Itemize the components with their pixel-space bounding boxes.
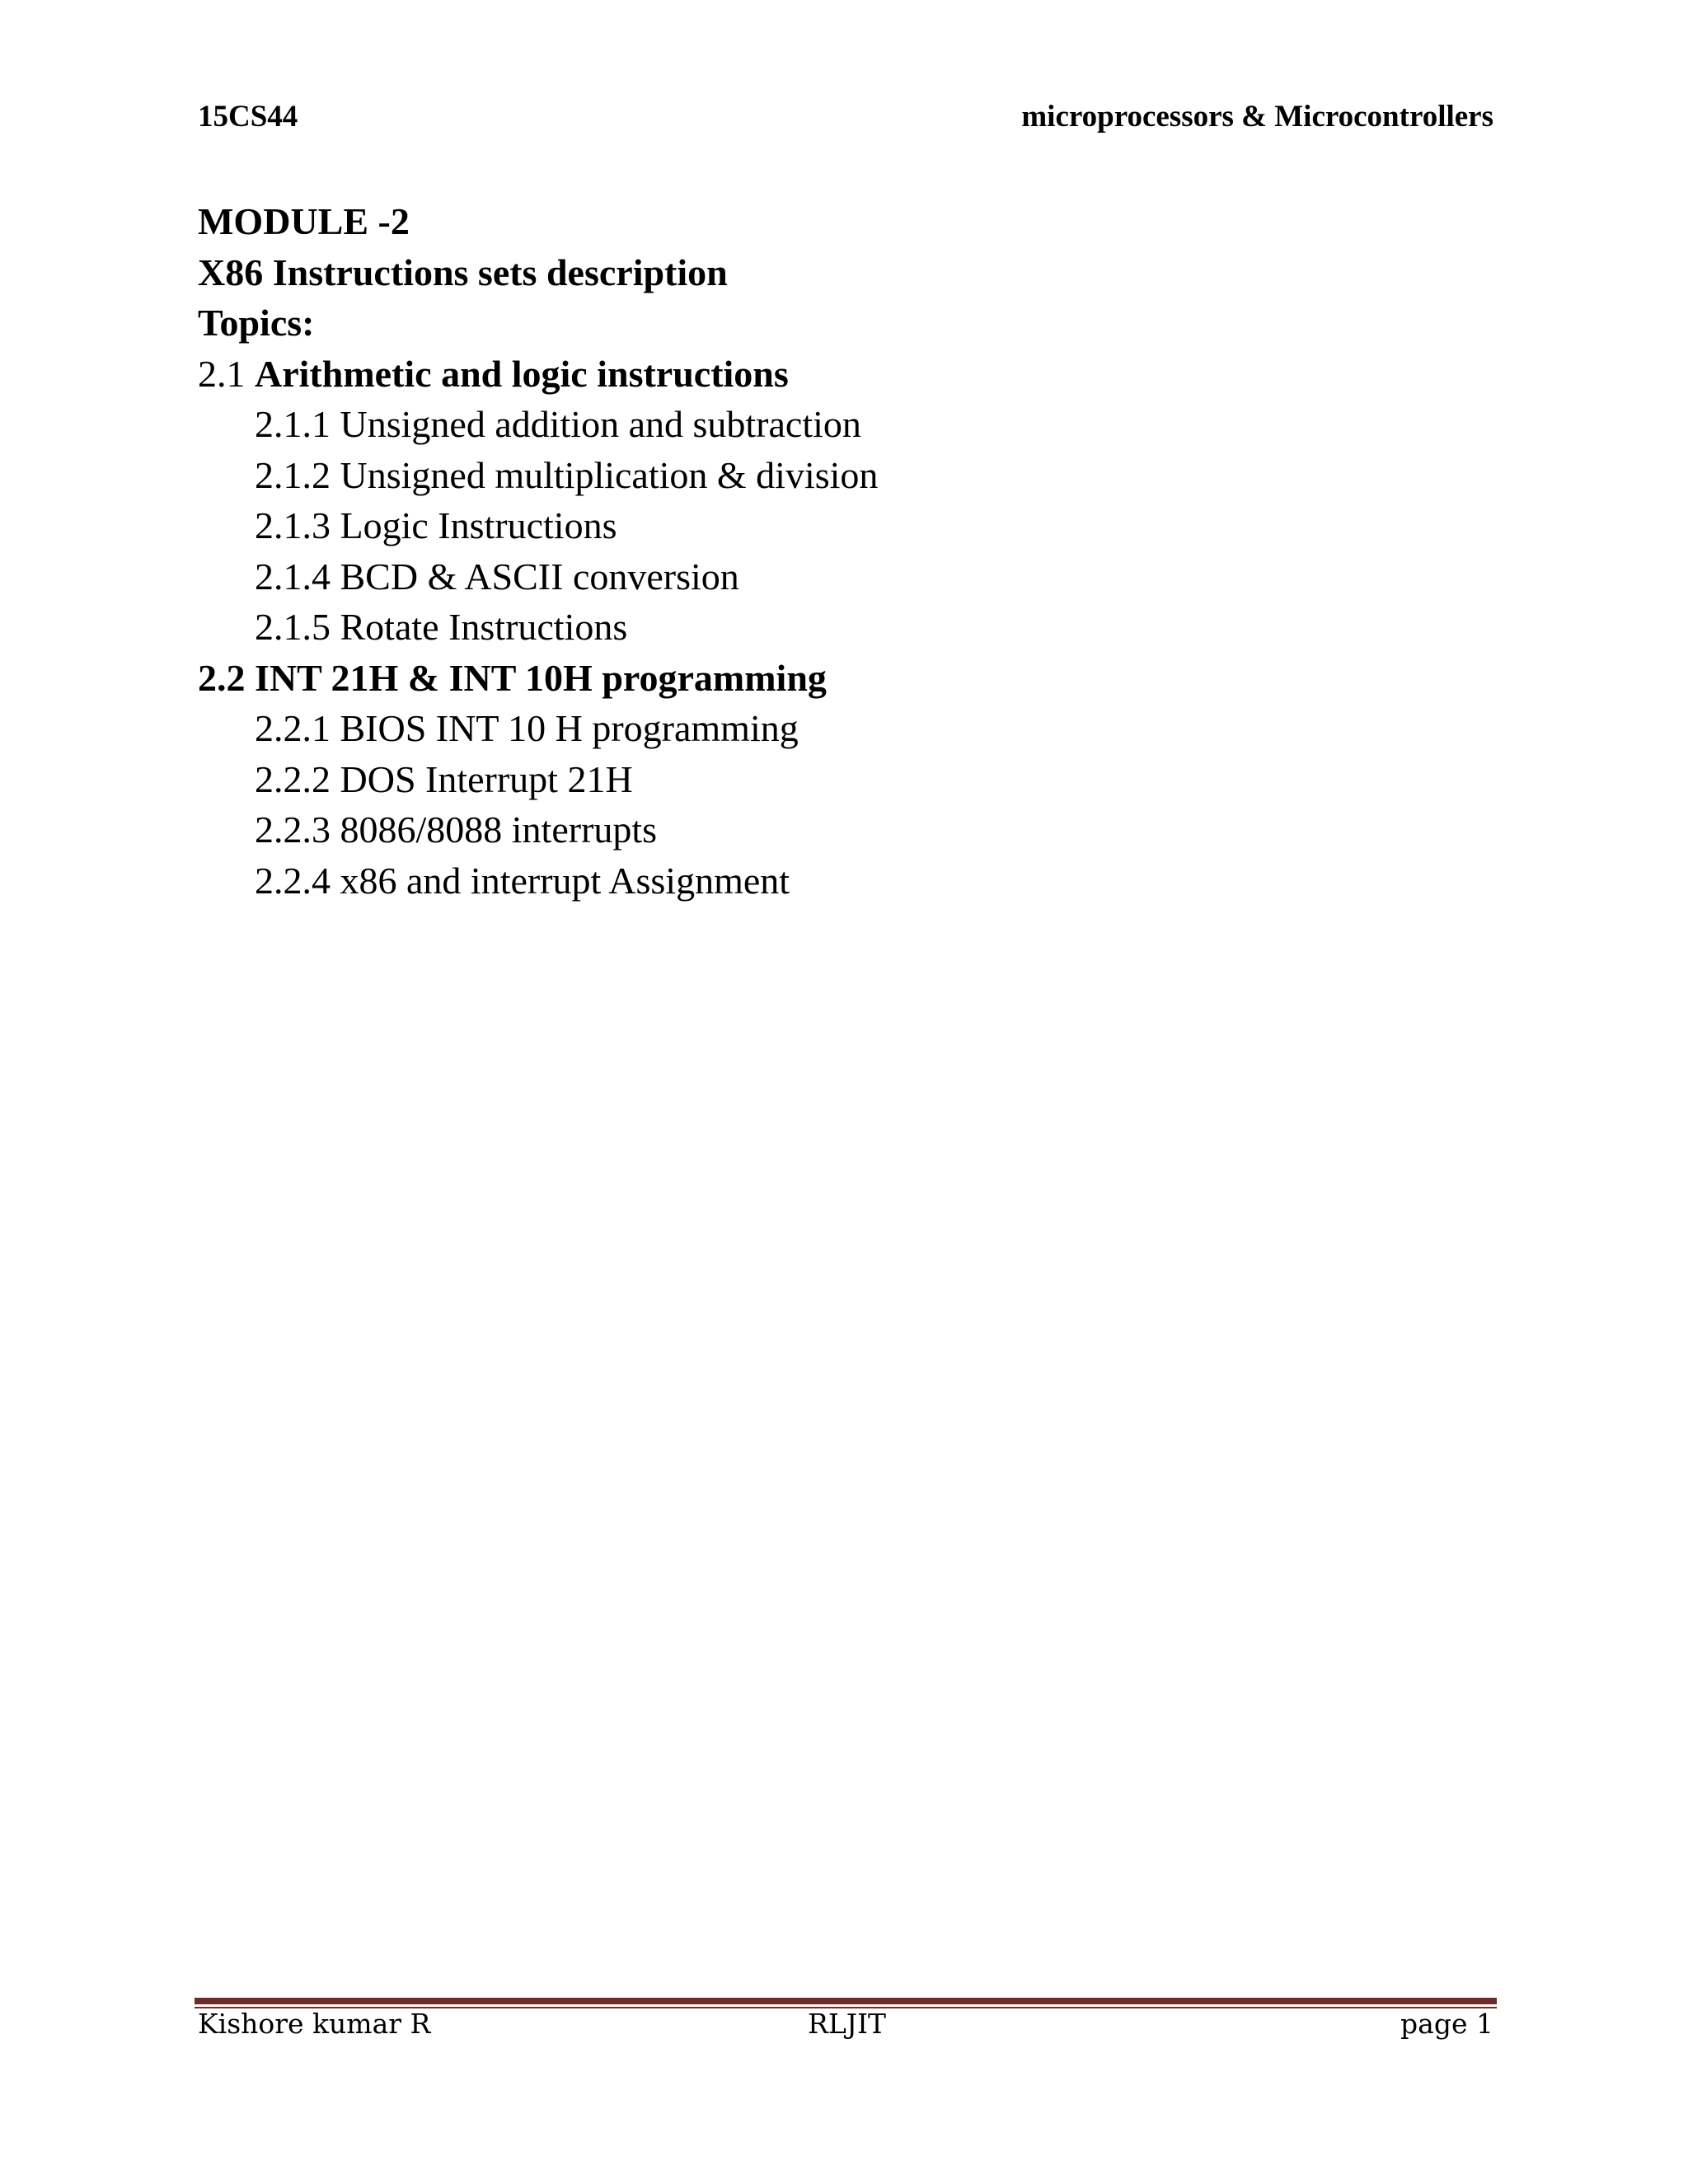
topic-item-2-1-5: 2.1.5 Rotate Instructions <box>255 606 628 648</box>
topic-item-2-2-4: 2.2.4 x86 and interrupt Assignment <box>255 859 790 902</box>
document-title: X86 Instructions sets description <box>198 251 728 293</box>
section-2-2-heading: 2.2 INT 21H & INT 10H programming <box>198 656 827 699</box>
section-2-1-number: 2.1 <box>198 352 255 395</box>
document-body <box>198 196 1493 906</box>
topic-item-2-1-2: 2.1.2 Unsigned multiplication & division <box>255 453 879 496</box>
module-heading: MODULE -2 <box>198 200 410 242</box>
section-2-1-title: Arithmetic and logic instructions <box>255 352 789 395</box>
course-code: 15CS44 <box>198 100 298 134</box>
topic-item-2-1-4: 2.1.4 BCD & ASCII conversion <box>255 555 739 598</box>
subject-title: microprocessors & Microcontrollers <box>1021 100 1493 134</box>
topics-label: Topics: <box>198 302 315 344</box>
footer-rule-thick <box>195 1998 1497 2004</box>
topic-item-2-2-1: 2.2.1 BIOS INT 10 H programming <box>255 707 799 749</box>
topic-item-2-2-3: 2.2.3 8086/8088 interrupts <box>255 808 658 851</box>
page-header <box>198 99 1493 134</box>
footer-institution: RLJIT <box>808 2008 887 2040</box>
section-2-1-heading <box>198 349 1493 400</box>
footer-author: Kishore kumar R <box>198 2008 431 2040</box>
topic-item-2-1-1: 2.1.1 Unsigned addition and subtraction <box>255 403 861 445</box>
topic-item-2-2-2: 2.2.2 DOS Interrupt 21H <box>255 757 633 800</box>
footer-page-number: page 1 <box>1400 2008 1493 2040</box>
topic-item-2-1-3: 2.1.3 Logic Instructions <box>255 504 617 546</box>
